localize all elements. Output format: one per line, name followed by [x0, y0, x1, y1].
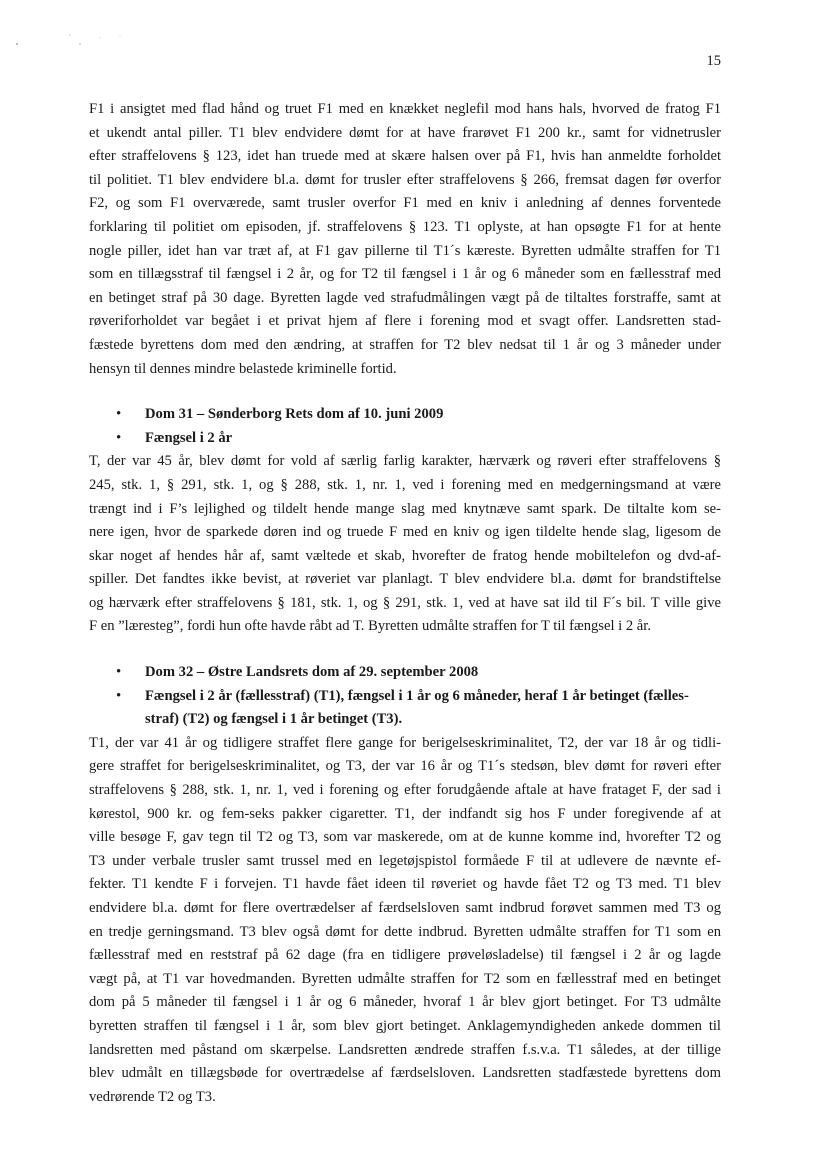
- case-31-text-line: nere igen, hvor de sparkede døren ind og truede F med en kniv og igen tildelte hende slag, ligesom de: [89, 524, 721, 541]
- case-30-text-line: til politiet. T1 blev endvidere bl.a. dømt for trusler efter straffelovens § 266, fremsat dagen før overfor: [89, 171, 721, 188]
- paragraph-case-30-continued: [89, 98, 721, 381]
- case-30-text-line: fæstede byrettens dom med den ændring, at straffen for T2 blev nedsat til 1 år og 3 måneder under: [89, 336, 721, 353]
- case-32-text-line: gere straffet for berigelseskriminalitet, og T3, der var 16 år og T1´s stedsøn, blev dømt for røveri efter: [89, 758, 721, 775]
- paragraph-case-31: [89, 450, 721, 639]
- case-30-text-line: F2, og som F1 overværede, samt trusler overfor F1 med en kniv i anledning af dennes forventede: [89, 195, 721, 212]
- case-32-sentence: • Fængsel i 2 år (fællesstraf) (T1), fængsel i 1 år og 6 måneder, heraf 1 år betinget (fælles- straf) (T2) og fængsel i 1 år betinget (T3).: [89, 685, 721, 732]
- case-32-text-line: T3 under verbale trusler samt trussel med en legetøjspistol formåede F til at udlevere de nævnte ef-: [89, 852, 721, 869]
- case-31-text-line: T, der var 45 år, blev dømt for vold af særlig farlig karakter, hærværk og røveri efter straffelovens §: [89, 453, 721, 470]
- case-32-text-line: dom på 5 måneder til fængsel i 1 år og 6 måneder, hvoraf 1 år blev gjort betinget. For T3 udmålte: [89, 994, 721, 1011]
- case-32-text-line: vedrørende T2 og T3.: [89, 1088, 216, 1105]
- case-32-text-line: vægt på, at T1 var hovedmanden. Byretten udmålte straffen for T2 som en fællesstraf med en betinget: [89, 970, 721, 987]
- bullet-icon: •: [116, 687, 122, 704]
- case-32-text-line: blev udmålt en tillægsbøde for overtrædelse af færdselsloven. Landsretten stadfæstede byrettens dom: [89, 1065, 721, 1082]
- case-31-text-line: 245, stk. 1, § 291, stk. 1, og § 288, stk. 1, nr. 1, ved i forening med en medgerningsmand at være: [89, 476, 721, 493]
- case-32-text-line: en tredje gerningsmand. T3 blev også dømt for dette indbrud. Byretten udmålte straffen for T1 som en: [89, 923, 721, 940]
- case-30-text-line: et ukendt antal piller. T1 blev endvidere dømt for at have frarøvet F1 200 kr., samt for vidnetrusler: [89, 124, 721, 141]
- case-31-title: • Dom 31 – Sønderborg Rets dom af 10. juni 2009: [89, 403, 721, 427]
- case-30-text-line: en betinget straf på 30 dage. Byretten lagde ved strafudmålingen vægt på de tiltaltes forstraffe, samt at: [89, 289, 721, 306]
- case-32-text-line: kørestol, 900 kr. og fem-seks pakker cigaretter. T1, der indfandt sig hos F under foregivende af at: [89, 805, 721, 822]
- bullet-icon: •: [116, 406, 122, 423]
- bullet-icon: •: [116, 429, 122, 446]
- case-30-text-line: nogle piller, idet han var træt af, at F1 gav pillerne til T1´s kæreste. Byretten udmålte straffen for T1: [89, 242, 721, 259]
- case-32-text-line: fællesstraf med en reststraf på 62 dage (fra en tidligere prøveløsladelse) til fængsel i 2 år og lagde: [89, 947, 721, 964]
- case-32-heading-list: [89, 661, 721, 732]
- case-32-text-line: ville besøge F, gav tegn til T2 og T3, som var maskerede, om at de kunne komme ind, hvorefter T2 og: [89, 829, 721, 846]
- case-32-text-line: straffelovens § 288, stk. 1, nr. 1, ved i forening og efter forudgående aftale at have frataget F, der sad i: [89, 782, 721, 799]
- case-31-text-line: trængt ind i F’s lejlighed og tildelt hende mange slag med knytnæve samt spark. De tiltalte kom se-: [89, 500, 721, 517]
- case-30-text-line: forklaring til politiet om episoden, jf. straffelovens § 123. T1 oplyste, at han opsøgte F1 for at hente: [89, 218, 721, 235]
- paragraph-case-32: [89, 732, 721, 1110]
- case-30-text-line: efter straffelovens § 123, idet han truede med at skære halsen over på F1, hvis han anmeldte forholdet: [89, 148, 721, 165]
- case-30-text-line: som en tillægsstraf til fængsel i 2 år, og for T2 til fængsel i 1 år og 6 måneder som en fællesstraf med: [89, 266, 721, 283]
- bullet-icon: •: [116, 664, 122, 681]
- case-30-text-line: hensyn til dennes mindre belastede kriminelle fortid.: [89, 360, 397, 377]
- case-30-text-line: røveriforholdet var begået i et privat hjem af flere i forening mod et svagt offer. Landsretten stad-: [89, 313, 721, 330]
- document-body: [89, 98, 721, 1109]
- case-31-text-line: skar noget af hendes hår af, samt væltede et skab, hvorefter de fratog hende mobiltelefon og dvd-af-: [89, 547, 721, 564]
- case-32-text-line: fekter. T1 kendte F i forvejen. T1 havde fået ideen til røveriet og havde fået T2 og T3 med. T1 blev: [89, 876, 721, 893]
- page-number: 15: [706, 53, 721, 69]
- case-31-text-line: F en ”læresteg”, fordi hun ofte havde råbt ad T. Byretten udmålte straffen for T til fængsel i 2 år.: [89, 618, 651, 635]
- case-32-title: • Dom 32 – Østre Landsrets dom af 29. september 2008: [89, 661, 721, 685]
- case-32-text-line: endvidere bl.a. dømt for flere overtrædelser af færdselsloven samt indbrud forøvet sammen med T3 og: [89, 900, 721, 916]
- case-31-heading-list: [89, 403, 721, 450]
- case-32-text-line: byretten straffen til fængsel i 1 år, som blev gjort betinget. Anklagemyndigheden ankede dommen til: [89, 1017, 721, 1034]
- case-31-text-line: og hærværk efter straffelovens § 181, stk. 1, og § 291, stk. 1, ved at have sat ild til F´s bil. T ville give: [89, 594, 721, 611]
- case-31-sentence: • Fængsel i 2 år: [89, 427, 721, 451]
- case-32-text-line: landsretten med påstand om skærpelse. Landsretten ændrede straffen f.s.v.a. T1 således, at der tillige: [89, 1041, 721, 1058]
- case-30-text-line: F1 i ansigtet med flad hånd og truet F1 med en knækket neglefil mod hans hals, hvorved de fratog F1: [89, 101, 721, 117]
- case-32-text-line: T1, der var 41 år og tidligere straffet flere gange for berigelseskriminalitet, T2, der var 18 år og tidli-: [89, 734, 721, 751]
- case-31-text-line: spiller. Det fandtes ikke bevist, at røveriet var planlagt. T blev endvidere bl.a. dømt for brandstiftelse: [89, 571, 721, 588]
